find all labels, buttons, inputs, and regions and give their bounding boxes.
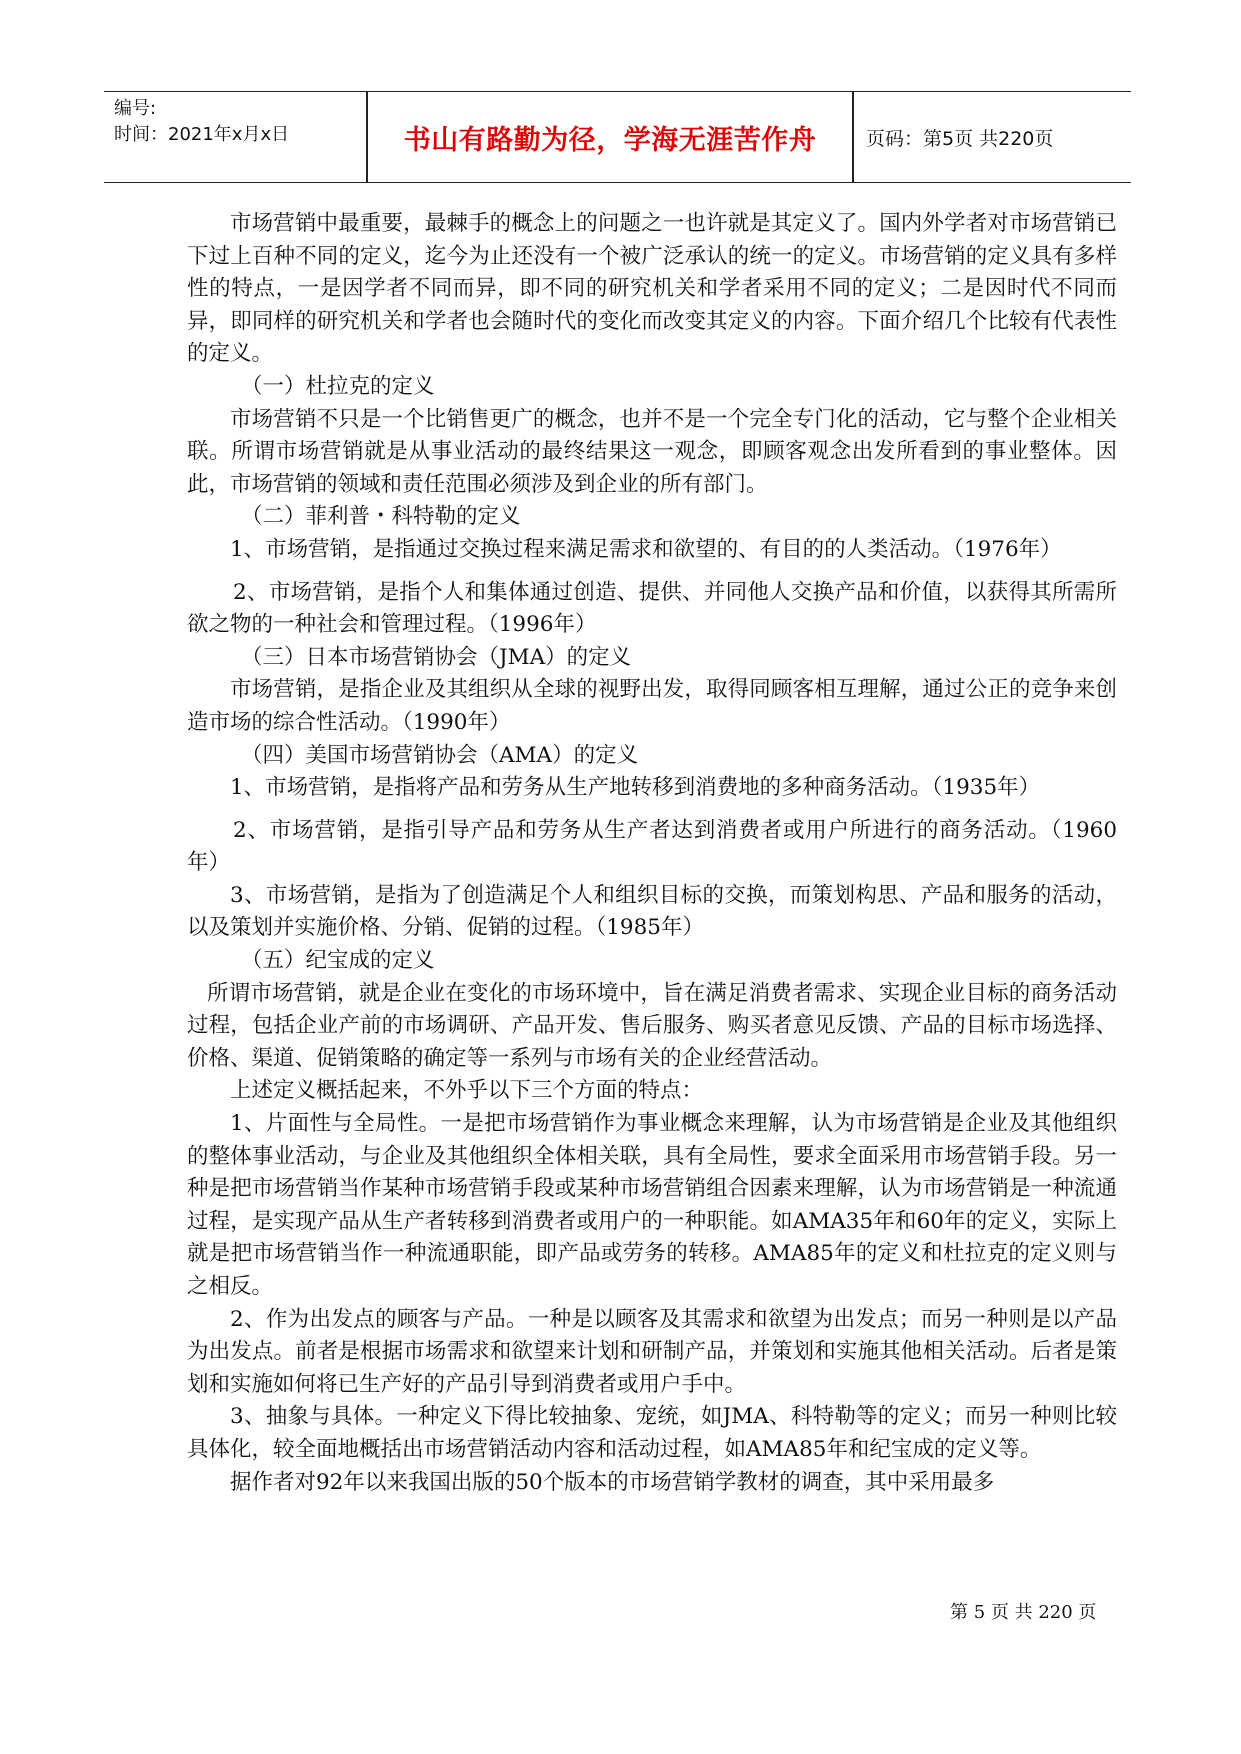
- section-heading: （五）纪宝成的定义: [241, 948, 435, 974]
- paragraph: 市场营销中最重要，最棘手的概念上的问题之一也许就是其定义了。国内外学者对市场营销已下过上百种不同的定义，迄今为止还没有一个被广泛承认的统一的定义。市场营销的定义具有多样性的特点，一是因学者不同而异，即不同的研究机关和学者采用不同的定义；二是因时代不同而异，即同样的研究机关和学者也会随时代的变化而改变其定义的内容。下面介绍几个比较有代表性的定义。: [187, 211, 1117, 367]
- paragraph: 1、市场营销，是指将产品和劳务从生产地转移到消费地的多种商务活动。（1935年）: [230, 775, 1041, 801]
- section-heading: （三）日本市场营销协会（JMA）的定义: [241, 644, 632, 670]
- header-table: [104, 91, 1131, 183]
- paragraph: 2、市场营销，是指个人和集体通过创造、提供、并同他人交换产品和价值，以获得其所需所欲之物的一种社会和管理过程。（1996年）: [187, 579, 1117, 638]
- paragraph: 市场营销不只是一个比销售更广的概念，也并不是一个完全专门化的活动，它与整个企业相关联。所谓市场营销就是从事业活动的最终结果这一观念，即顾客观念出发所看到的事业整体。因此，市场营销的领域和责任范围必须涉及到企业的所有部门。: [187, 406, 1117, 497]
- header-page-code: 页码：第5页 共220页: [866, 127, 1054, 150]
- header-meta: [114, 96, 289, 148]
- section-heading: （二）菲利普・科特勒的定义: [241, 504, 521, 530]
- paragraph: 所谓市场营销，就是企业在变化的市场环境中，旨在满足消费者需求、实现企业目标的商务活动过程，包括企业产前的市场调研、产品开发、售后服务、购买者意见反馈、产品的目标市场选择、价格、渠道、促销策略的确定等一系列与市场有关的企业经营活动。: [187, 980, 1117, 1071]
- paragraph: 据作者对92年以来我国出版的50个版本的市场营销学教材的调查，其中采用最多: [230, 1469, 995, 1495]
- paragraph: 2、作为出发点的顾客与产品。一种是以顾客及其需求和欲望为出发点；而另一种则是以产品为出发点。前者是根据市场需求和欲望来计划和研制产品，并策划和实施其他相关活动。后者是策划和实施如何将已生产好的产品引导到消费者或用户手中。: [187, 1306, 1117, 1397]
- paragraph: 1、片面性与全局性。一是把市场营销作为事业概念来理解，认为市场营销是企业及其他组织的整体事业活动，与企业及其他组织全体相关联，具有全局性，要求全面采用市场营销手段。另一种是把市场营销当作某种市场营销手段或某种市场营销组合因素来理解，认为市场营销是一种流通过程，是实现产品从生产者转移到消费者或用户的一种职能。如AMA35年和60年的定义，实际上就是把市场营销当作一种流通职能，即产品或劳务的转移。AMA85年的定义和杜拉克的定义则与之相反。: [187, 1111, 1117, 1299]
- paragraph: 市场营销，是指企业及其组织从全球的视野出发，取得同顾客相互理解，通过公正的竞争来创造市场的综合性活动。（1990年）: [187, 677, 1117, 735]
- document-body: [187, 208, 1117, 1499]
- paragraph: 3、市场营销，是指为了创造满足个人和组织目标的交换，而策划构思、产品和服务的活动，以及策划并实施价格、分销、促销的过程。（1985年）: [187, 882, 1117, 941]
- section-heading: （一）杜拉克的定义: [241, 373, 435, 399]
- header-motto: 书山有路勤为径，学海无涯苦作舟: [403, 124, 817, 156]
- page-footer: 第 5 页 共 220 页: [950, 1602, 1097, 1623]
- header-divider: [852, 92, 854, 182]
- paragraph: 1、市场营销，是指通过交换过程来满足需求和欲望的、有目的的人类活动。（1976年）: [230, 536, 1062, 562]
- paragraph: 3、抽象与具体。一种定义下得比较抽象、宠统，如JMA、科特勒等的定义；而另一种则比较具体化，较全面地概括出市场营销活动内容和活动过程，如AMA85年和纪宝成的定义等。: [187, 1404, 1117, 1462]
- time-label: 时间：2021年x月x日: [114, 124, 290, 145]
- paragraph: 2、市场营销，是指引导产品和劳务从生产者达到消费者或用户所进行的商务活动。（1960年）: [187, 817, 1117, 876]
- paragraph: 上述定义概括起来，不外乎以下三个方面的特点：: [230, 1078, 704, 1104]
- number-label: 编号:: [114, 98, 157, 119]
- section-heading: （四）美国市场营销协会（AMA）的定义: [241, 742, 639, 768]
